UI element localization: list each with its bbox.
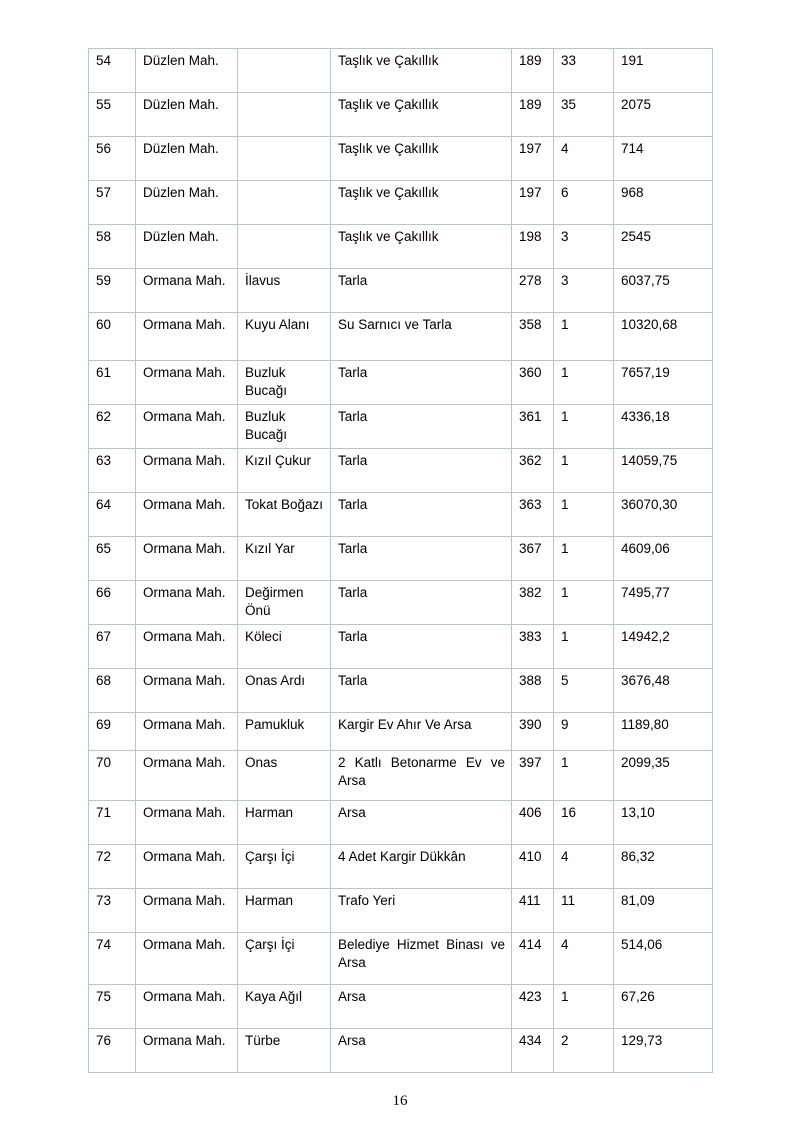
cell-parcel: 1 <box>554 625 614 669</box>
cell-block: 383 <box>512 625 554 669</box>
cell-row-number: 71 <box>89 801 136 845</box>
cell-area: 2545 <box>614 225 713 269</box>
cell-row-number: 73 <box>89 889 136 933</box>
cell-locality: Buzluk Bucağı <box>238 405 331 449</box>
cell-area: 81,09 <box>614 889 713 933</box>
cell-parcel: 1 <box>554 313 614 361</box>
cell-locality: Harman <box>238 889 331 933</box>
cell-neighborhood: Ormana Mah. <box>136 751 238 801</box>
cell-area: 86,32 <box>614 845 713 889</box>
cell-parcel: 4 <box>554 137 614 181</box>
table-row <box>89 313 713 361</box>
table-row <box>89 449 713 493</box>
cell-property-type: Trafo Yeri <box>331 889 512 933</box>
cell-neighborhood: Ormana Mah. <box>136 889 238 933</box>
cell-property-type: Arsa <box>331 1029 512 1073</box>
table-row <box>89 581 713 625</box>
cell-property-type: Tarla <box>331 269 512 313</box>
cell-parcel: 1 <box>554 537 614 581</box>
cell-block: 406 <box>512 801 554 845</box>
cell-locality <box>238 137 331 181</box>
cell-block: 189 <box>512 93 554 137</box>
cell-block: 362 <box>512 449 554 493</box>
cell-property-type: Tarla <box>331 581 512 625</box>
cell-locality: Onas <box>238 751 331 801</box>
cell-property-type: Arsa <box>331 985 512 1029</box>
cell-neighborhood: Düzlen Mah. <box>136 225 238 269</box>
cell-block: 189 <box>512 49 554 93</box>
cell-locality: Köleci <box>238 625 331 669</box>
cell-row-number: 56 <box>89 137 136 181</box>
cell-area: 4609,06 <box>614 537 713 581</box>
cell-locality: Çarşı İçi <box>238 933 331 985</box>
cell-neighborhood: Ormana Mah. <box>136 713 238 751</box>
cell-area: 514,06 <box>614 933 713 985</box>
cell-property-type: Tarla <box>331 537 512 581</box>
cell-locality <box>238 181 331 225</box>
cell-row-number: 70 <box>89 751 136 801</box>
cell-locality: Değirmen Önü <box>238 581 331 625</box>
cell-row-number: 61 <box>89 361 136 405</box>
cell-parcel: 1 <box>554 405 614 449</box>
cell-block: 278 <box>512 269 554 313</box>
cell-row-number: 75 <box>89 985 136 1029</box>
table-row <box>89 361 713 405</box>
cell-locality: Harman <box>238 801 331 845</box>
cell-block: 411 <box>512 889 554 933</box>
cell-row-number: 55 <box>89 93 136 137</box>
cell-block: 410 <box>512 845 554 889</box>
cell-neighborhood: Ormana Mah. <box>136 625 238 669</box>
table-row <box>89 269 713 313</box>
cell-row-number: 59 <box>89 269 136 313</box>
cell-locality: Tokat Boğazı <box>238 493 331 537</box>
cell-parcel: 1 <box>554 985 614 1029</box>
cell-row-number: 69 <box>89 713 136 751</box>
cell-block: 361 <box>512 405 554 449</box>
table-row <box>89 933 713 985</box>
cell-property-type: Tarla <box>331 669 512 713</box>
cell-neighborhood: Ormana Mah. <box>136 801 238 845</box>
cell-block: 382 <box>512 581 554 625</box>
cell-block: 360 <box>512 361 554 405</box>
cell-neighborhood: Ormana Mah. <box>136 933 238 985</box>
cell-property-type: Taşlık ve Çakıllık <box>331 225 512 269</box>
cell-locality: Pamukluk <box>238 713 331 751</box>
cell-property-type: Taşlık ve Çakıllık <box>331 49 512 93</box>
table-row <box>89 93 713 137</box>
cell-property-type: Taşlık ve Çakıllık <box>331 93 512 137</box>
cell-row-number: 58 <box>89 225 136 269</box>
table-row <box>89 625 713 669</box>
cell-row-number: 62 <box>89 405 136 449</box>
cell-row-number: 57 <box>89 181 136 225</box>
cell-parcel: 1 <box>554 751 614 801</box>
property-table <box>88 48 713 1073</box>
cell-property-type: 4 Adet Kargir Dükkân <box>331 845 512 889</box>
cell-row-number: 67 <box>89 625 136 669</box>
cell-neighborhood: Ormana Mah. <box>136 493 238 537</box>
cell-block: 414 <box>512 933 554 985</box>
cell-row-number: 68 <box>89 669 136 713</box>
cell-row-number: 74 <box>89 933 136 985</box>
table-row <box>89 225 713 269</box>
cell-parcel: 1 <box>554 361 614 405</box>
cell-area: 2099,35 <box>614 751 713 801</box>
cell-area: 129,73 <box>614 1029 713 1073</box>
cell-block: 197 <box>512 137 554 181</box>
cell-property-type: Tarla <box>331 625 512 669</box>
table-row <box>89 137 713 181</box>
cell-area: 1189,80 <box>614 713 713 751</box>
cell-parcel: 33 <box>554 49 614 93</box>
cell-area: 4336,18 <box>614 405 713 449</box>
cell-row-number: 76 <box>89 1029 136 1073</box>
cell-block: 198 <box>512 225 554 269</box>
cell-area: 14942,2 <box>614 625 713 669</box>
cell-area: 14059,75 <box>614 449 713 493</box>
cell-row-number: 65 <box>89 537 136 581</box>
cell-property-type: Tarla <box>331 493 512 537</box>
cell-locality: Türbe <box>238 1029 331 1073</box>
cell-area: 13,10 <box>614 801 713 845</box>
cell-locality: Onas Ardı <box>238 669 331 713</box>
cell-block: 397 <box>512 751 554 801</box>
cell-area: 714 <box>614 137 713 181</box>
cell-block: 423 <box>512 985 554 1029</box>
cell-property-type: Kargir Ev Ahır Ve Arsa <box>331 713 512 751</box>
table-body <box>89 49 713 1073</box>
table-row <box>89 985 713 1029</box>
cell-property-type: Su Sarnıcı ve Tarla <box>331 313 512 361</box>
cell-neighborhood: Düzlen Mah. <box>136 93 238 137</box>
cell-parcel: 1 <box>554 581 614 625</box>
cell-property-type: Taşlık ve Çakıllık <box>331 181 512 225</box>
cell-parcel: 16 <box>554 801 614 845</box>
cell-parcel: 6 <box>554 181 614 225</box>
cell-locality: Kuyu Alanı <box>238 313 331 361</box>
cell-parcel: 1 <box>554 449 614 493</box>
cell-area: 36070,30 <box>614 493 713 537</box>
cell-area: 7495,77 <box>614 581 713 625</box>
cell-parcel: 35 <box>554 93 614 137</box>
cell-neighborhood: Ormana Mah. <box>136 361 238 405</box>
table-row <box>89 537 713 581</box>
table-row <box>89 801 713 845</box>
cell-locality: Kaya Ağıl <box>238 985 331 1029</box>
cell-neighborhood: Düzlen Mah. <box>136 181 238 225</box>
cell-neighborhood: Ormana Mah. <box>136 985 238 1029</box>
cell-block: 434 <box>512 1029 554 1073</box>
cell-row-number: 63 <box>89 449 136 493</box>
cell-area: 10320,68 <box>614 313 713 361</box>
table-row <box>89 493 713 537</box>
cell-locality: İlavus <box>238 269 331 313</box>
cell-block: 363 <box>512 493 554 537</box>
cell-parcel: 4 <box>554 933 614 985</box>
cell-area: 191 <box>614 49 713 93</box>
cell-parcel: 4 <box>554 845 614 889</box>
cell-locality <box>238 225 331 269</box>
cell-locality <box>238 93 331 137</box>
table-row <box>89 405 713 449</box>
cell-neighborhood: Ormana Mah. <box>136 405 238 449</box>
cell-area: 968 <box>614 181 713 225</box>
cell-row-number: 66 <box>89 581 136 625</box>
cell-neighborhood: Düzlen Mah. <box>136 49 238 93</box>
cell-block: 388 <box>512 669 554 713</box>
cell-neighborhood: Ormana Mah. <box>136 669 238 713</box>
cell-block: 358 <box>512 313 554 361</box>
table-row <box>89 1029 713 1073</box>
cell-row-number: 64 <box>89 493 136 537</box>
cell-parcel: 3 <box>554 225 614 269</box>
cell-parcel: 11 <box>554 889 614 933</box>
cell-locality: Kızıl Yar <box>238 537 331 581</box>
cell-property-type: Tarla <box>331 449 512 493</box>
cell-locality <box>238 49 331 93</box>
cell-neighborhood: Ormana Mah. <box>136 537 238 581</box>
cell-parcel: 5 <box>554 669 614 713</box>
cell-block: 367 <box>512 537 554 581</box>
cell-block: 197 <box>512 181 554 225</box>
table-row <box>89 669 713 713</box>
cell-neighborhood: Ormana Mah. <box>136 313 238 361</box>
cell-property-type: 2 Katlı Betonarme Ev ve Arsa <box>331 751 512 801</box>
table-row <box>89 181 713 225</box>
cell-area: 3676,48 <box>614 669 713 713</box>
cell-row-number: 60 <box>89 313 136 361</box>
cell-locality: Buzluk Bucağı <box>238 361 331 405</box>
cell-neighborhood: Ormana Mah. <box>136 845 238 889</box>
cell-property-type: Taşlık ve Çakıllık <box>331 137 512 181</box>
cell-locality: Çarşı İçi <box>238 845 331 889</box>
cell-parcel: 1 <box>554 493 614 537</box>
cell-property-type: Tarla <box>331 361 512 405</box>
cell-property-type: Belediye Hizmet Binası ve Arsa <box>331 933 512 985</box>
table-row <box>89 751 713 801</box>
cell-parcel: 2 <box>554 1029 614 1073</box>
table-row <box>89 845 713 889</box>
cell-row-number: 72 <box>89 845 136 889</box>
table-row <box>89 713 713 751</box>
cell-area: 6037,75 <box>614 269 713 313</box>
cell-area: 2075 <box>614 93 713 137</box>
cell-neighborhood: Ormana Mah. <box>136 1029 238 1073</box>
cell-neighborhood: Ormana Mah. <box>136 581 238 625</box>
cell-neighborhood: Ormana Mah. <box>136 269 238 313</box>
cell-area: 67,26 <box>614 985 713 1029</box>
cell-row-number: 54 <box>89 49 136 93</box>
cell-property-type: Arsa <box>331 801 512 845</box>
cell-block: 390 <box>512 713 554 751</box>
cell-area: 7657,19 <box>614 361 713 405</box>
cell-property-type: Tarla <box>331 405 512 449</box>
cell-neighborhood: Düzlen Mah. <box>136 137 238 181</box>
table-row <box>89 889 713 933</box>
cell-parcel: 3 <box>554 269 614 313</box>
cell-locality: Kızıl Çukur <box>238 449 331 493</box>
page-number: 16 <box>392 1093 408 1109</box>
cell-neighborhood: Ormana Mah. <box>136 449 238 493</box>
cell-parcel: 9 <box>554 713 614 751</box>
table-row <box>89 49 713 93</box>
